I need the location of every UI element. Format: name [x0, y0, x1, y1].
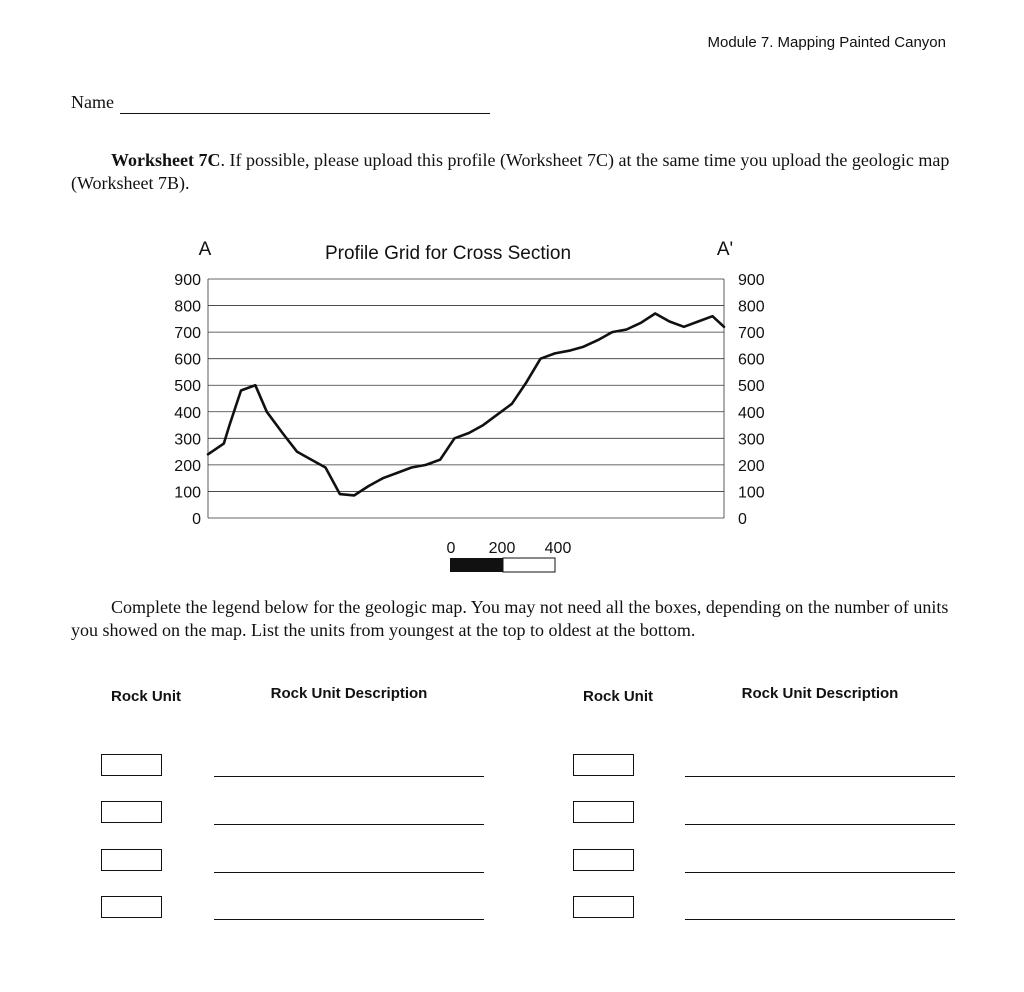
scale-label-0: 0	[446, 540, 456, 557]
profile-end-label: A'	[716, 239, 734, 260]
worksheet-label: Worksheet 7C	[111, 150, 221, 170]
profile-point-32	[654, 313, 656, 315]
profile-point-37	[723, 326, 725, 328]
scale-bar	[447, 540, 572, 572]
profile-point-4	[255, 384, 257, 386]
y-tick-right-200: 200	[738, 457, 765, 475]
profile-point-6	[282, 432, 284, 434]
profile-series	[207, 313, 725, 497]
profile-point-13	[382, 477, 384, 479]
profile-point-27	[583, 346, 585, 348]
profile-point-23	[525, 382, 527, 384]
profile-point-30	[626, 329, 628, 331]
profile-point-28	[597, 339, 599, 341]
profile-point-31	[640, 322, 642, 324]
y-tick-left-900: 900	[174, 272, 201, 289]
profile-point-9	[325, 467, 327, 469]
right-rock-unit-header: Rock Unit	[583, 688, 654, 705]
profile-start-label: A	[198, 239, 212, 260]
profile-point-20	[482, 424, 484, 426]
profile-point-8	[310, 459, 312, 461]
profile-point-22	[511, 403, 513, 405]
y-tick-right-700: 700	[738, 325, 765, 343]
left-description-line-4[interactable]	[214, 919, 484, 920]
profile-point-12	[368, 485, 370, 487]
profile-point-29	[611, 331, 613, 333]
profile-point-25	[554, 353, 556, 355]
y-tick-right-400: 400	[738, 404, 765, 422]
profile-point-24	[540, 358, 542, 360]
left-description-line-2[interactable]	[214, 824, 484, 825]
y-tick-right-0: 0	[738, 511, 747, 528]
profile-point-14	[396, 472, 398, 474]
scale-bar-filled	[450, 558, 503, 572]
y-tick-left-100: 100	[174, 484, 201, 502]
profile-point-2	[229, 424, 231, 426]
profile-point-7	[296, 451, 298, 453]
right-rock-unit-box-4[interactable]	[573, 896, 634, 918]
y-tick-right-800: 800	[738, 298, 765, 316]
y-tick-left-400: 400	[174, 404, 201, 422]
profile-point-15	[411, 467, 413, 469]
profile-point-34	[683, 326, 685, 328]
profile-point-1	[223, 443, 225, 445]
profile-grid-chart	[0, 230, 1024, 580]
right-rock-unit-box-1[interactable]	[573, 754, 634, 776]
y-tick-right-100: 100	[738, 484, 765, 502]
y-tick-left-800: 800	[174, 298, 201, 316]
right-description-header: Rock Unit Description	[741, 685, 899, 702]
profile-point-5	[266, 411, 268, 413]
right-description-line-4[interactable]	[685, 919, 955, 920]
profile-point-33	[669, 321, 671, 323]
y-tick-right-500: 500	[738, 378, 765, 396]
profile-line-0	[208, 314, 724, 496]
profile-point-17	[439, 459, 441, 461]
profile-point-35	[697, 321, 699, 323]
left-description-header: Rock Unit Description	[270, 685, 428, 702]
worksheet-intro	[71, 149, 951, 195]
scale-bar-empty	[503, 558, 555, 572]
y-tick-left-600: 600	[174, 351, 201, 369]
right-rock-unit-box-3[interactable]	[573, 849, 634, 871]
profile-point-19	[468, 432, 470, 434]
name-label: Name	[71, 92, 114, 112]
y-tick-left-200: 200	[174, 457, 201, 475]
right-description-line-3[interactable]	[685, 872, 955, 873]
left-rock-unit-box-3[interactable]	[101, 849, 162, 871]
y-tick-right-600: 600	[738, 351, 765, 369]
y-tick-left-500: 500	[174, 378, 201, 396]
profile-point-10	[339, 493, 341, 495]
profile-point-26	[568, 350, 570, 352]
legend-instructions	[71, 596, 951, 642]
profile-point-3	[240, 390, 242, 392]
intro-text: . If possible, please upload this profile (Worksheet 7C) at the same time you upload the geologic map (Worksheet 7B).	[71, 150, 950, 193]
y-tick-left-300: 300	[174, 431, 201, 449]
name-field[interactable]	[120, 113, 490, 114]
scale-label-200: 200	[488, 540, 516, 557]
right-description-line-2[interactable]	[685, 824, 955, 825]
y-tick-right-900: 900	[738, 272, 765, 289]
profile-point-11	[353, 495, 355, 497]
left-description-line-3[interactable]	[214, 872, 484, 873]
y-tick-left-0: 0	[192, 511, 201, 528]
profile-point-36	[712, 315, 714, 317]
profile-point-0	[207, 454, 209, 456]
scale-label-400: 400	[544, 540, 572, 557]
left-rock-unit-box-4[interactable]	[101, 896, 162, 918]
y-tick-left-700: 700	[174, 325, 201, 343]
y-tick-right-300: 300	[738, 431, 765, 449]
profile-point-16	[425, 464, 427, 466]
grid-lines	[208, 279, 724, 518]
right-rock-unit-box-2[interactable]	[573, 801, 634, 823]
profile-point-18	[454, 438, 456, 440]
left-rock-unit-box-1[interactable]	[101, 754, 162, 776]
chart-title: Profile Grid for Cross Section	[324, 243, 572, 264]
profile-point-21	[497, 414, 499, 416]
right-description-line-1[interactable]	[685, 776, 955, 777]
left-description-line-1[interactable]	[214, 776, 484, 777]
legend-instructions-text: Complete the legend below for the geologic map. You may not need all the boxes, depending on the number of units you showed on the map. List the units from youngest at the top to oldest at the bottom.	[71, 597, 949, 640]
left-rock-unit-box-2[interactable]	[101, 801, 162, 823]
left-rock-unit-header: Rock Unit	[111, 688, 182, 705]
module-header: Module 7. Mapping Painted Canyon	[707, 34, 946, 51]
